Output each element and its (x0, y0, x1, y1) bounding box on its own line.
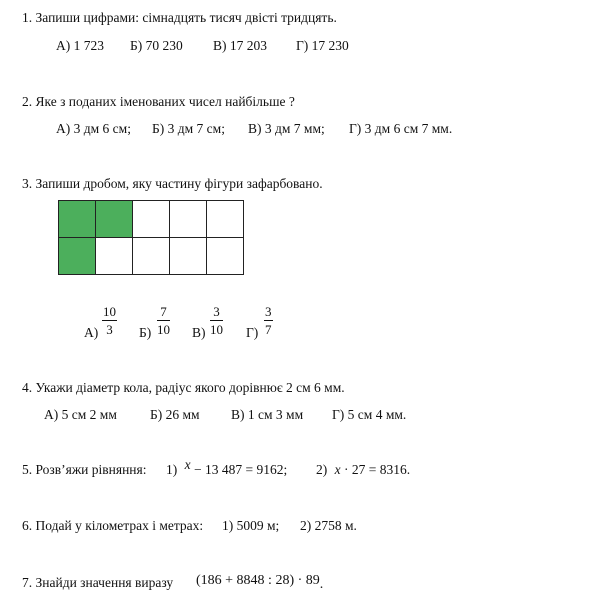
q2-option-c: В) 3 дм 7 мм; (248, 121, 325, 136)
fraction-numerator: 10 (103, 304, 116, 319)
q6-text: 6. Подай у кілометрах і метрах: (22, 518, 204, 533)
grid-cell (170, 238, 207, 275)
q2-option-a: А) 3 дм 6 см; (56, 121, 131, 136)
equation-2-body: · 27 = 8316 (344, 462, 407, 477)
q2-option-d: Г) 3 дм 6 см 7 мм. (349, 121, 453, 136)
grid-cell (96, 238, 133, 275)
grid-cell (133, 201, 170, 238)
q3-option-a-label: А) (84, 325, 99, 340)
equation-2-end: . (406, 462, 411, 477)
q2-text: 2. Яке з поданих іменованих чисел найбільше ? (22, 94, 295, 109)
equation-2-label: 2) (316, 462, 328, 477)
q3-text: 3. Запиши дробом, яку частину фігури зафарбовано. (22, 176, 323, 191)
q7-expression (196, 573, 324, 592)
q1-option-d: Г) 17 230 (296, 38, 349, 53)
fraction-denominator: 7 (265, 322, 272, 337)
fraction-numerator: 3 (265, 304, 272, 319)
equation-1-variable: x (184, 457, 191, 472)
q6-part-2: 2) 2758 м. (300, 518, 357, 533)
grid-cell (133, 238, 170, 275)
grid-cell (207, 238, 244, 275)
q7-text: 7. Знайди значення виразу (22, 575, 174, 590)
q3-option-b-fraction (157, 305, 170, 337)
grid-cell (170, 201, 207, 238)
q4-option-b: Б) 26 мм (150, 407, 200, 422)
q5-equation-2 (316, 462, 410, 478)
q4-option-d: Г) 5 см 4 мм. (332, 407, 407, 422)
equation-2-variable: x (334, 462, 341, 477)
q1-option-a: А) 1 723 (56, 38, 104, 53)
fraction-denominator: 10 (157, 322, 170, 337)
q4-option-a: А) 5 см 2 мм (44, 407, 117, 422)
expression: (186 + 8848 : 28) · 89 (196, 573, 320, 588)
q3-option-d-label: Г) (246, 325, 259, 340)
q2-option-b: Б) 3 дм 7 см; (152, 121, 225, 136)
fraction-numerator: 3 (210, 305, 223, 321)
fraction-denominator: 10 (210, 322, 223, 337)
q4-option-c: В) 1 см 3 мм (231, 407, 304, 422)
equation-1-label: 1) (166, 462, 178, 477)
q3-option-a-fraction (102, 305, 117, 337)
q3-option-c-fraction (210, 305, 223, 337)
q3-option-b-label: Б) (139, 325, 152, 340)
fraction-numerator: 7 (157, 305, 170, 321)
grid-cell-filled (59, 201, 96, 238)
q1-text: 1. Запиши цифрами: сімнадцять тисяч двісті тридцять. (22, 10, 337, 25)
expression-end: . (319, 577, 324, 592)
grid-cell-filled (96, 201, 133, 238)
q5-text: 5. Розв’яжи рівняння: (22, 462, 147, 477)
grid-cell-filled (59, 238, 96, 275)
q5-equation-1 (166, 457, 288, 478)
q3-option-c-label: В) (192, 325, 206, 340)
grid-cell (207, 201, 244, 238)
shaded-figure-grid (58, 200, 244, 275)
q6-part-1: 1) 5009 м; (222, 518, 280, 533)
q4-text: 4. Укажи діаметр кола, радіус якого дорівнює 2 см 6 мм. (22, 380, 345, 395)
fraction-denominator: 3 (106, 322, 113, 337)
q1-option-c: В) 17 203 (213, 38, 267, 53)
q3-option-d-fraction (264, 305, 273, 337)
q1-option-b: Б) 70 230 (130, 38, 183, 53)
equation-1-body: − 13 487 = 9162; (194, 462, 288, 477)
